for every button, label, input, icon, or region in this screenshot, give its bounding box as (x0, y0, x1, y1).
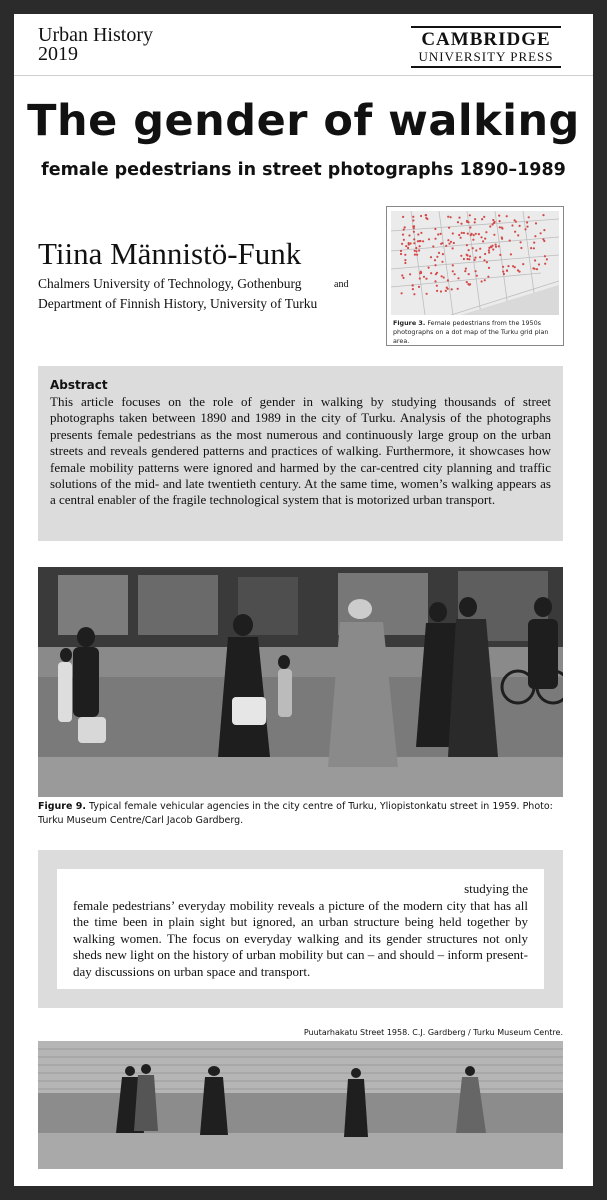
map-dot (468, 273, 470, 275)
map-dot (473, 234, 475, 236)
map-dot (441, 275, 443, 277)
map-dot (412, 219, 414, 221)
map-dot (478, 233, 480, 235)
map-dot (498, 245, 500, 247)
map-dot (468, 258, 470, 260)
abstract-heading: Abstract (50, 378, 108, 392)
map-dot (432, 245, 434, 247)
map-dot (469, 214, 471, 216)
map-dot (484, 238, 486, 240)
map-dot (495, 246, 497, 248)
map-dot (413, 238, 415, 240)
map-dot (466, 221, 468, 223)
street-photo-2 (38, 1041, 563, 1169)
map-dot (472, 247, 474, 249)
map-dot (404, 259, 406, 261)
publisher-subname: UNIVERSITY PRESS (411, 50, 561, 68)
street-photo-puutarhakatu (38, 1041, 563, 1169)
map-dot (436, 256, 438, 258)
map-dot (434, 228, 436, 230)
map-dot (499, 254, 501, 256)
photo-credit: Puutarhakatu Street 1958. C.J. Gardberg / Turku Museum Centre. (303, 1028, 563, 1037)
map-dot (464, 270, 466, 272)
map-dot (480, 236, 482, 238)
map-dot (440, 233, 442, 235)
map-dot (502, 266, 504, 268)
map-dot (517, 269, 519, 271)
map-dot (412, 216, 414, 218)
map-dot (457, 221, 459, 223)
journal-name (38, 26, 153, 64)
street-photo-pedestrians (38, 567, 563, 797)
map-dot (468, 249, 470, 251)
abstract-panel (38, 366, 563, 541)
map-dot (533, 242, 535, 244)
author-affiliation-2: Department of Finnish History, University of Turku (38, 296, 318, 311)
map-dot (418, 249, 420, 251)
map-dot (502, 271, 504, 273)
map-dot (483, 216, 485, 218)
figure-9-photo (38, 567, 563, 797)
map-dot (400, 250, 402, 252)
map-dot (447, 279, 449, 281)
map-dot (452, 232, 454, 234)
map-dot (414, 250, 416, 252)
map-dot (404, 226, 406, 228)
map-dot (415, 247, 417, 249)
map-dot (466, 281, 468, 283)
map-dot (461, 232, 463, 234)
map-dot (437, 233, 439, 235)
map-dot (503, 273, 505, 275)
map-dot (534, 235, 536, 237)
map-dot (544, 255, 546, 257)
map-dot (419, 277, 421, 279)
map-dot (422, 240, 424, 242)
map-dot (485, 231, 487, 233)
map-dot (458, 217, 460, 219)
map-dot (524, 228, 526, 230)
map-dot (428, 238, 430, 240)
map-dot (482, 240, 484, 242)
map-dot (417, 233, 419, 235)
map-dot (526, 221, 528, 223)
map-dot (442, 253, 444, 255)
map-dot (402, 277, 404, 279)
map-dot (526, 226, 528, 228)
map-dot (430, 272, 432, 274)
author-affiliation-1: Chalmers University of Technology, Gothenburg (38, 276, 302, 291)
dot-map-graphic (391, 211, 559, 315)
map-dot (445, 245, 447, 247)
map-dot (447, 288, 449, 290)
journal-title: Urban History (38, 24, 153, 46)
map-dot (440, 290, 442, 292)
map-dot (481, 280, 483, 282)
map-dot (430, 256, 432, 258)
map-dot (472, 239, 474, 241)
map-dot (408, 234, 410, 236)
map-dot (535, 222, 537, 224)
map-dot (404, 254, 406, 256)
map-dot (447, 239, 449, 241)
map-dot (479, 256, 481, 258)
publisher-name: CAMBRIDGE (421, 29, 551, 50)
map-dot (475, 270, 477, 272)
figure-3-caption-text: Female pedestrians from the 1950s photographs on a dot map of the Turku grid plan area. (393, 319, 549, 345)
map-dot (436, 272, 438, 274)
map-dot (466, 258, 468, 260)
map-dot (436, 290, 438, 292)
map-dot (492, 248, 494, 250)
map-dot (413, 293, 415, 295)
map-dot (465, 268, 467, 270)
map-dot (412, 284, 414, 286)
journal-year: 2019 (38, 43, 78, 65)
map-dot (401, 274, 403, 276)
map-dot (457, 288, 459, 290)
map-dot (438, 252, 440, 254)
map-dot (540, 232, 542, 234)
quote-panel (38, 850, 563, 1008)
map-dot (475, 249, 477, 251)
map-dot (434, 264, 436, 266)
map-dot (413, 242, 415, 244)
quote-card (57, 869, 544, 989)
map-dot (492, 223, 494, 225)
map-dot (534, 259, 536, 261)
map-dot (460, 255, 462, 257)
map-dot (475, 233, 477, 235)
map-dot (509, 240, 511, 242)
map-dot (488, 249, 490, 251)
map-dot (499, 226, 501, 228)
map-dot (454, 273, 456, 275)
map-dot (441, 242, 443, 244)
map-dot (543, 229, 545, 231)
map-dot (460, 223, 462, 225)
map-dot (466, 244, 468, 246)
map-dot (506, 215, 508, 217)
map-dot (507, 265, 509, 267)
map-dot (409, 273, 411, 275)
map-dot (443, 276, 445, 278)
map-dot (414, 254, 416, 256)
map-dot (514, 231, 516, 233)
map-dot (419, 245, 421, 247)
map-dot (403, 239, 405, 241)
map-dot (489, 225, 491, 227)
map-dot (517, 234, 519, 236)
map-dot (445, 290, 447, 292)
map-dot (498, 215, 500, 217)
map-dot (532, 267, 534, 269)
map-dot (452, 270, 454, 272)
map-dot (520, 241, 522, 243)
map-dot (474, 259, 476, 261)
map-dot (491, 245, 493, 247)
figure-3-label: Figure 3. (393, 319, 426, 327)
page-subtitle: female pedestrians in street photographs 1890–1989 (41, 160, 566, 180)
map-dot (488, 267, 490, 269)
map-dot (428, 267, 430, 269)
map-dot (448, 227, 450, 229)
map-dot (470, 234, 472, 236)
quote-text: female pedestrians’ everyday mobility reveals a picture of the modern city that has all the time been in plain sight but ignored, an urban structure being held together by walking women. The focus on everyday walking and its gender structures not only sheds new light on the history of urban mobility but can – and should – inform present-day discussions on urban space and transport. (73, 897, 528, 979)
map-dot (533, 247, 535, 249)
map-dot (538, 263, 540, 265)
map-dot (418, 286, 420, 288)
map-dot (402, 216, 404, 218)
map-dot (536, 268, 538, 270)
map-dot (542, 238, 544, 240)
figure-9-label: Figure 9. (38, 801, 86, 812)
figure-9-caption (38, 800, 568, 827)
figure-9-caption-text: Typical female vehicular agencies in the city centre of Turku, Yliopistonkatu street in 1959. Photo: Turku Museum Centre/Carl Jacob Gardberg. (38, 801, 553, 826)
map-dot (405, 245, 407, 247)
map-dot (476, 275, 478, 277)
map-dot (492, 219, 494, 221)
map-dot (457, 277, 459, 279)
map-dot (488, 251, 490, 253)
map-dot (501, 227, 503, 229)
map-dot (486, 261, 488, 263)
map-dot (506, 269, 508, 271)
map-dot (420, 271, 422, 273)
map-dot (530, 247, 532, 249)
map-dot (425, 278, 427, 280)
author-name: Tiina Männistö-Funk (38, 236, 302, 271)
map-dot (484, 253, 486, 255)
map-dot (452, 247, 454, 249)
map-dot (420, 232, 422, 234)
map-dot (469, 255, 471, 257)
map-dot (404, 262, 406, 264)
map-dot (425, 214, 427, 216)
map-dot (419, 240, 421, 242)
map-dot (460, 237, 462, 239)
map-dot (407, 247, 409, 249)
map-dot (483, 259, 485, 261)
map-dot (413, 231, 415, 233)
map-dot (463, 232, 465, 234)
poster-header (14, 14, 593, 76)
map-dot (463, 258, 465, 260)
figure-3 (386, 206, 564, 346)
poster (14, 14, 593, 1186)
map-dot (434, 259, 436, 261)
map-dot (403, 229, 405, 231)
map-dot (467, 233, 469, 235)
map-dot (441, 261, 443, 263)
map-dot (511, 224, 513, 226)
map-dot (469, 226, 471, 228)
map-dot (479, 248, 481, 250)
map-dot (423, 276, 425, 278)
map-dot (436, 285, 438, 287)
map-dot (434, 238, 436, 240)
map-dot (434, 280, 436, 282)
map-dot (402, 234, 404, 236)
map-dot (425, 217, 427, 219)
map-dot (401, 243, 403, 245)
map-dot (484, 279, 486, 281)
map-dot (493, 234, 495, 236)
map-dot (495, 244, 497, 246)
map-dot (522, 263, 524, 265)
map-dot (452, 264, 454, 266)
map-dot (408, 242, 410, 244)
affiliation-conjunction: and (334, 279, 349, 290)
map-dot (481, 218, 483, 220)
map-dot (447, 216, 449, 218)
map-dot (515, 221, 517, 223)
map-dot (474, 257, 476, 259)
map-dot (417, 240, 419, 242)
abstract-text: This article focuses on the role of gender in walking by studying thousands of street photographs taken between 1890 and 1989 in the city of Turku. Analysis of the photographs presents female pedestrians as the most numerous and continuously large group on the urban streets and reveals gendered patterns and practices of walking. Furthermore, it showcases how female mobility patterns were ignored and harmed by the car-centred city planning and traffic solutions of the mid- and late twentieth century. At the same time, women’s walking appears as a central enabler of the fragile technological system that is motorized urban transport. (50, 394, 551, 508)
map-dot (412, 288, 414, 290)
map-dot (451, 288, 453, 290)
map-dot (426, 293, 428, 295)
map-dot (487, 276, 489, 278)
dot-map-image (391, 211, 559, 315)
map-dot (520, 247, 522, 249)
map-dot (420, 215, 422, 217)
map-dot (528, 216, 530, 218)
figure-3-caption (393, 319, 559, 346)
map-dot (416, 254, 418, 256)
map-dot (412, 225, 414, 227)
map-dot (542, 214, 544, 216)
map-dot (501, 238, 503, 240)
map-dot (544, 263, 546, 265)
map-dot (458, 234, 460, 236)
map-dot (474, 218, 476, 220)
quote-first-line: studying the (464, 881, 528, 896)
map-dot (448, 243, 450, 245)
map-dot (519, 225, 521, 227)
map-dot (466, 254, 468, 256)
page-title: The gender of walking (27, 96, 580, 146)
map-dot (499, 220, 501, 222)
publisher-logo (411, 26, 561, 68)
map-dot (469, 283, 471, 285)
map-dot (453, 242, 455, 244)
map-dot (450, 216, 452, 218)
map-dot (512, 265, 514, 267)
map-dot (510, 253, 512, 255)
map-dot (474, 221, 476, 223)
map-dot (400, 253, 402, 255)
map-dot (401, 292, 403, 294)
map-dot (546, 258, 548, 260)
map-dot (450, 241, 452, 243)
